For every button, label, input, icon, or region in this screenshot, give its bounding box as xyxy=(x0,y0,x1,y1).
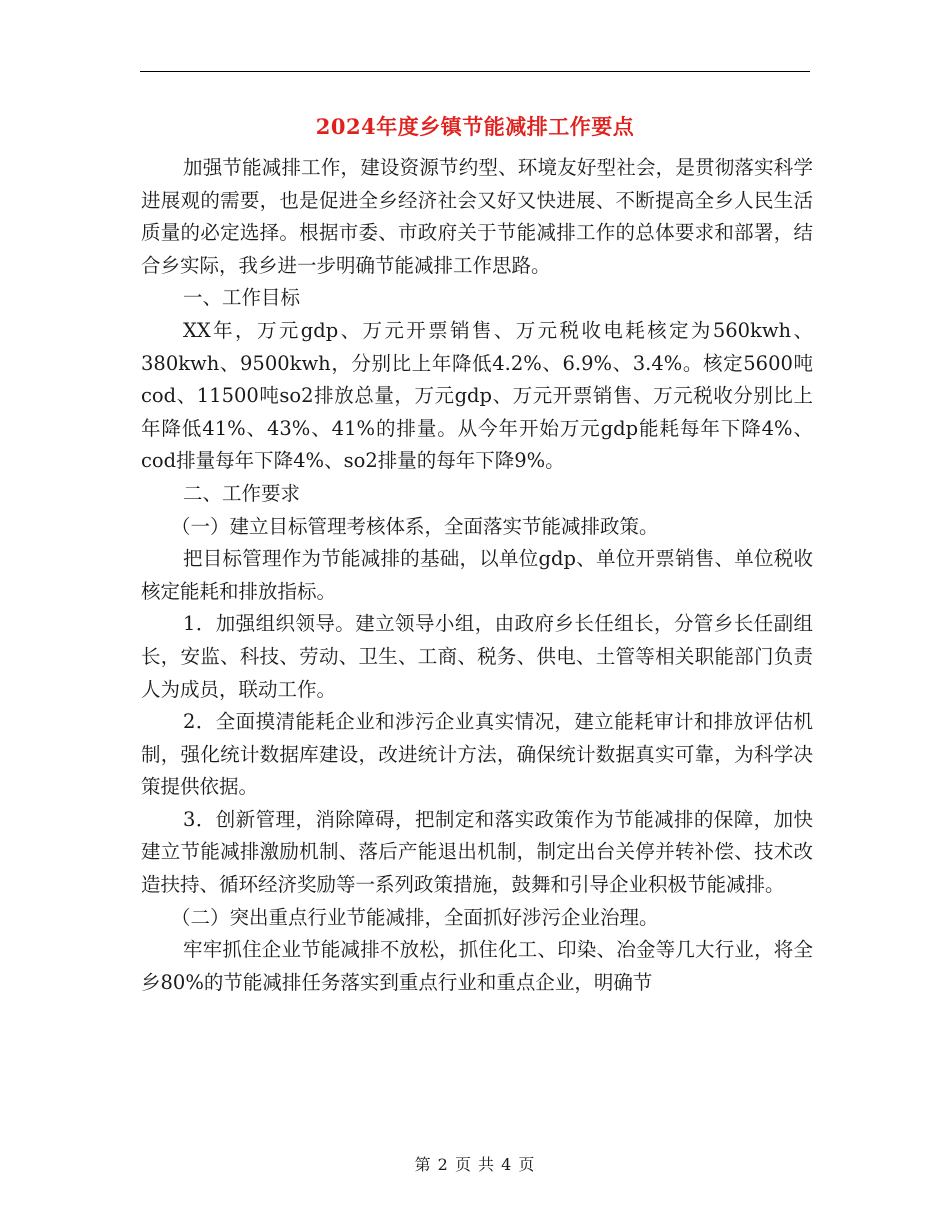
list-item-2: 2．全面摸清能耗企业和涉污企业真实情况，建立能耗审计和排放评估机制，强化统计数据库建设，改进统计方法，确保统计数据真实可靠，为科学决策提供依据。 xyxy=(141,710,813,799)
paragraph-intro: 加强节能减排工作，建设资源节约型、环境友好型社会，是贯彻落实科学进展观的需要，也是促进全乡经济社会又好又快进展、不断提高全乡人民生活质量的必定选择。根据市委、市政府关于节能减排工作的总体要求和部署，结合乡实际，我乡进一步明确节能减排工作思路。 xyxy=(141,156,813,277)
list-item-1: 1．加强组织领导。建立领导小组，由政府乡长任组长，分管乡长任副组长，安监、科技、劳动、卫生、工商、税务、供电、土管等相关职能部门负责人为成员，联动工作。 xyxy=(141,612,813,701)
paragraph-goals: XX年，万元gdp、万元开票销售、万元税收电耗核定为560kwh、380kwh、9500kwh，分别比上年降低4.2%、6.9%、3.4%。核定5600吨cod、11500吨so2排放总量，万元gdp、万元开票销售、万元税收分别比上年降低41%、43%、41%的排量。从今年开始万元gdp能耗每年下降4%、cod排量每年下降4%、so2排量的每年下降9%。 xyxy=(141,318,813,473)
document-title: 2024年度乡镇节能减排工作要点 xyxy=(315,114,635,139)
paragraph-target-management: 把目标管理作为节能减排的基础，以单位gdp、单位开票销售、单位税收核定能耗和排放指标。 xyxy=(141,547,813,603)
subheading-target-management: （一）建立目标管理考核体系，全面落实节能减排政策。 xyxy=(171,514,659,538)
header-rule xyxy=(140,71,810,72)
page-number: 第 2 页 共 4 页 xyxy=(414,1155,536,1174)
heading-work-requirements: 二、工作要求 xyxy=(183,481,301,505)
heading-work-goals: 一、工作目标 xyxy=(183,286,301,310)
subheading-key-industries: （二）突出重点行业节能减排，全面抓好涉污企业治理。 xyxy=(171,905,659,929)
document-body xyxy=(141,152,813,999)
list-item-3: 3．创新管理，消除障碍，把制定和落实政策作为节能减排的保障，加快建立节能减排激励机制、落后产能退出机制，制定出台关停并转补偿、技术改造扶持、循环经济奖励等一系列政策措施，鼓舞和引导企业积极节能减排。 xyxy=(141,807,813,897)
paragraph-key-industries: 牢牢抓住企业节能减排不放松，抓住化工、印染、冶金等几大行业，将全乡80%的节能减排任务落实到重点行业和重点企业，明确节 xyxy=(141,938,813,994)
